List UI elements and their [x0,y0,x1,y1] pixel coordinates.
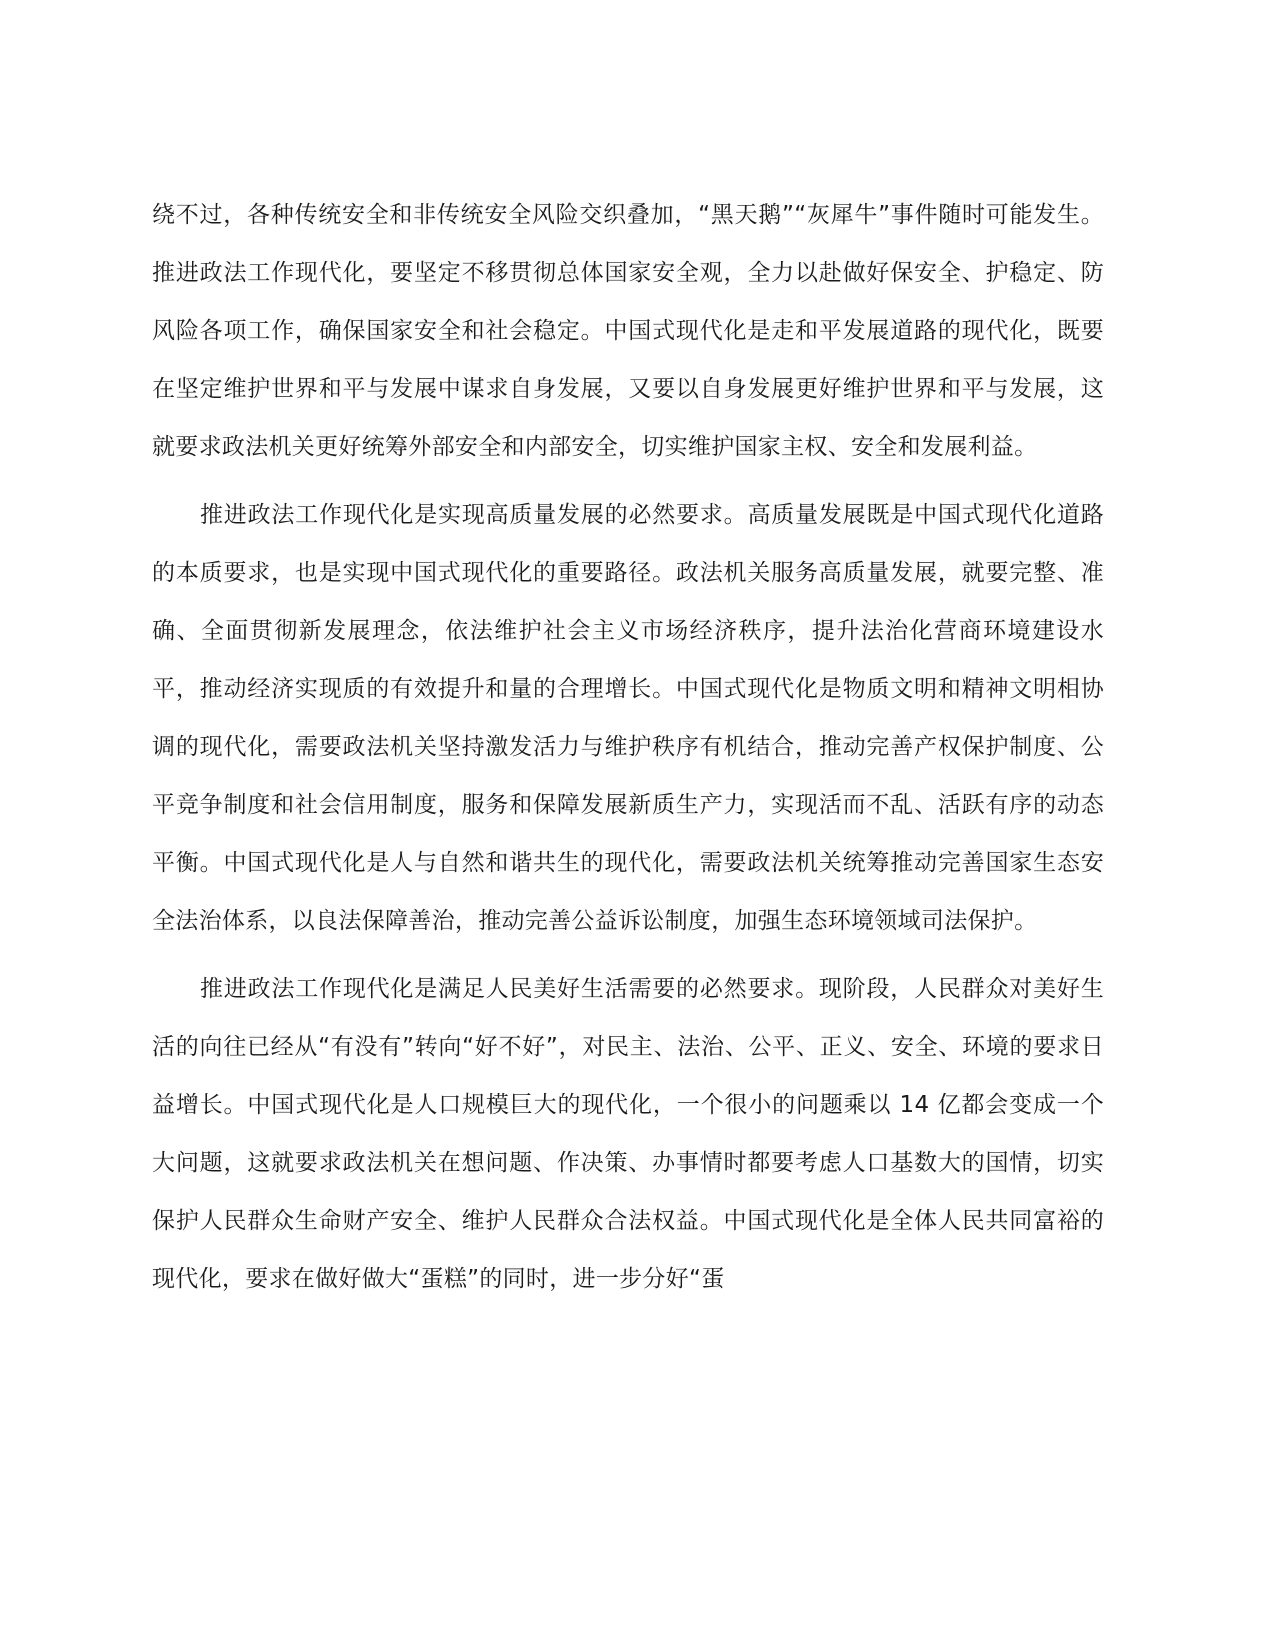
paragraph-1: 绕不过，各种传统安全和非传统安全风险交织叠加，“黑天鹅”“灰犀牛”事件随时可能发生。推进政法工作现代化，要坚定不移贯彻总体国家安全观，全力以赴做好保安全、护稳定、防风险各项工作，确保国家安全和社会稳定。中国式现代化是走和平发展道路的现代化，既要在坚定维护世界和平与发展中谋求自身发展，又要以自身发展更好维护世界和平与发展，这就要求政法机关更好统筹外部安全和内部安全，切实维护国家主权、安全和发展利益。 [152,202,1104,460]
paragraph-2: 推进政法工作现代化是实现高质量发展的必然要求。高质量发展既是中国式现代化道路的本质要求，也是实现中国式现代化的重要路径。政法机关服务高质量发展，就要完整、准确、全面贯彻新发展理念，依法维护社会主义市场经济秩序，提升法治化营商环境建设水平，推动经济实现质的有效提升和量的合理增长。中国式现代化是物质文明和精神文明相协调的现代化，需要政法机关坚持激发活力与维护秩序有机结合，推动完善产权保护制度、公平竞争制度和社会信用制度，服务和保障发展新质生产力，实现活而不乱、活跃有序的动态平衡。中国式现代化是人与自然和谐共生的现代化，需要政法机关统筹推动完善国家生态安全法治体系，以良法保障善治，推动完善公益诉讼制度，加强生态环境领域司法保护。 [152,502,1104,934]
document-body [152,186,1104,1308]
paragraph-3: 推进政法工作现代化是满足人民美好生活需要的必然要求。现阶段，人民群众对美好生活的向往已经从“有没有”转向“好不好”，对民主、法治、公平、正义、安全、环境的要求日益增长。中国式现代化是人口规模巨大的现代化，一个很小的问题乘以 14 亿都会变成一个大问题，这就要求政法机关在想问题、作决策、办事情时都要考虑人口基数大的国情，切实保护人民群众生命财产安全、维护人民群众合法权益。中国式现代化是全体人民共同富裕的现代化，要求在做好做大“蛋糕”的同时，进一步分好“蛋 [152,976,1104,1292]
